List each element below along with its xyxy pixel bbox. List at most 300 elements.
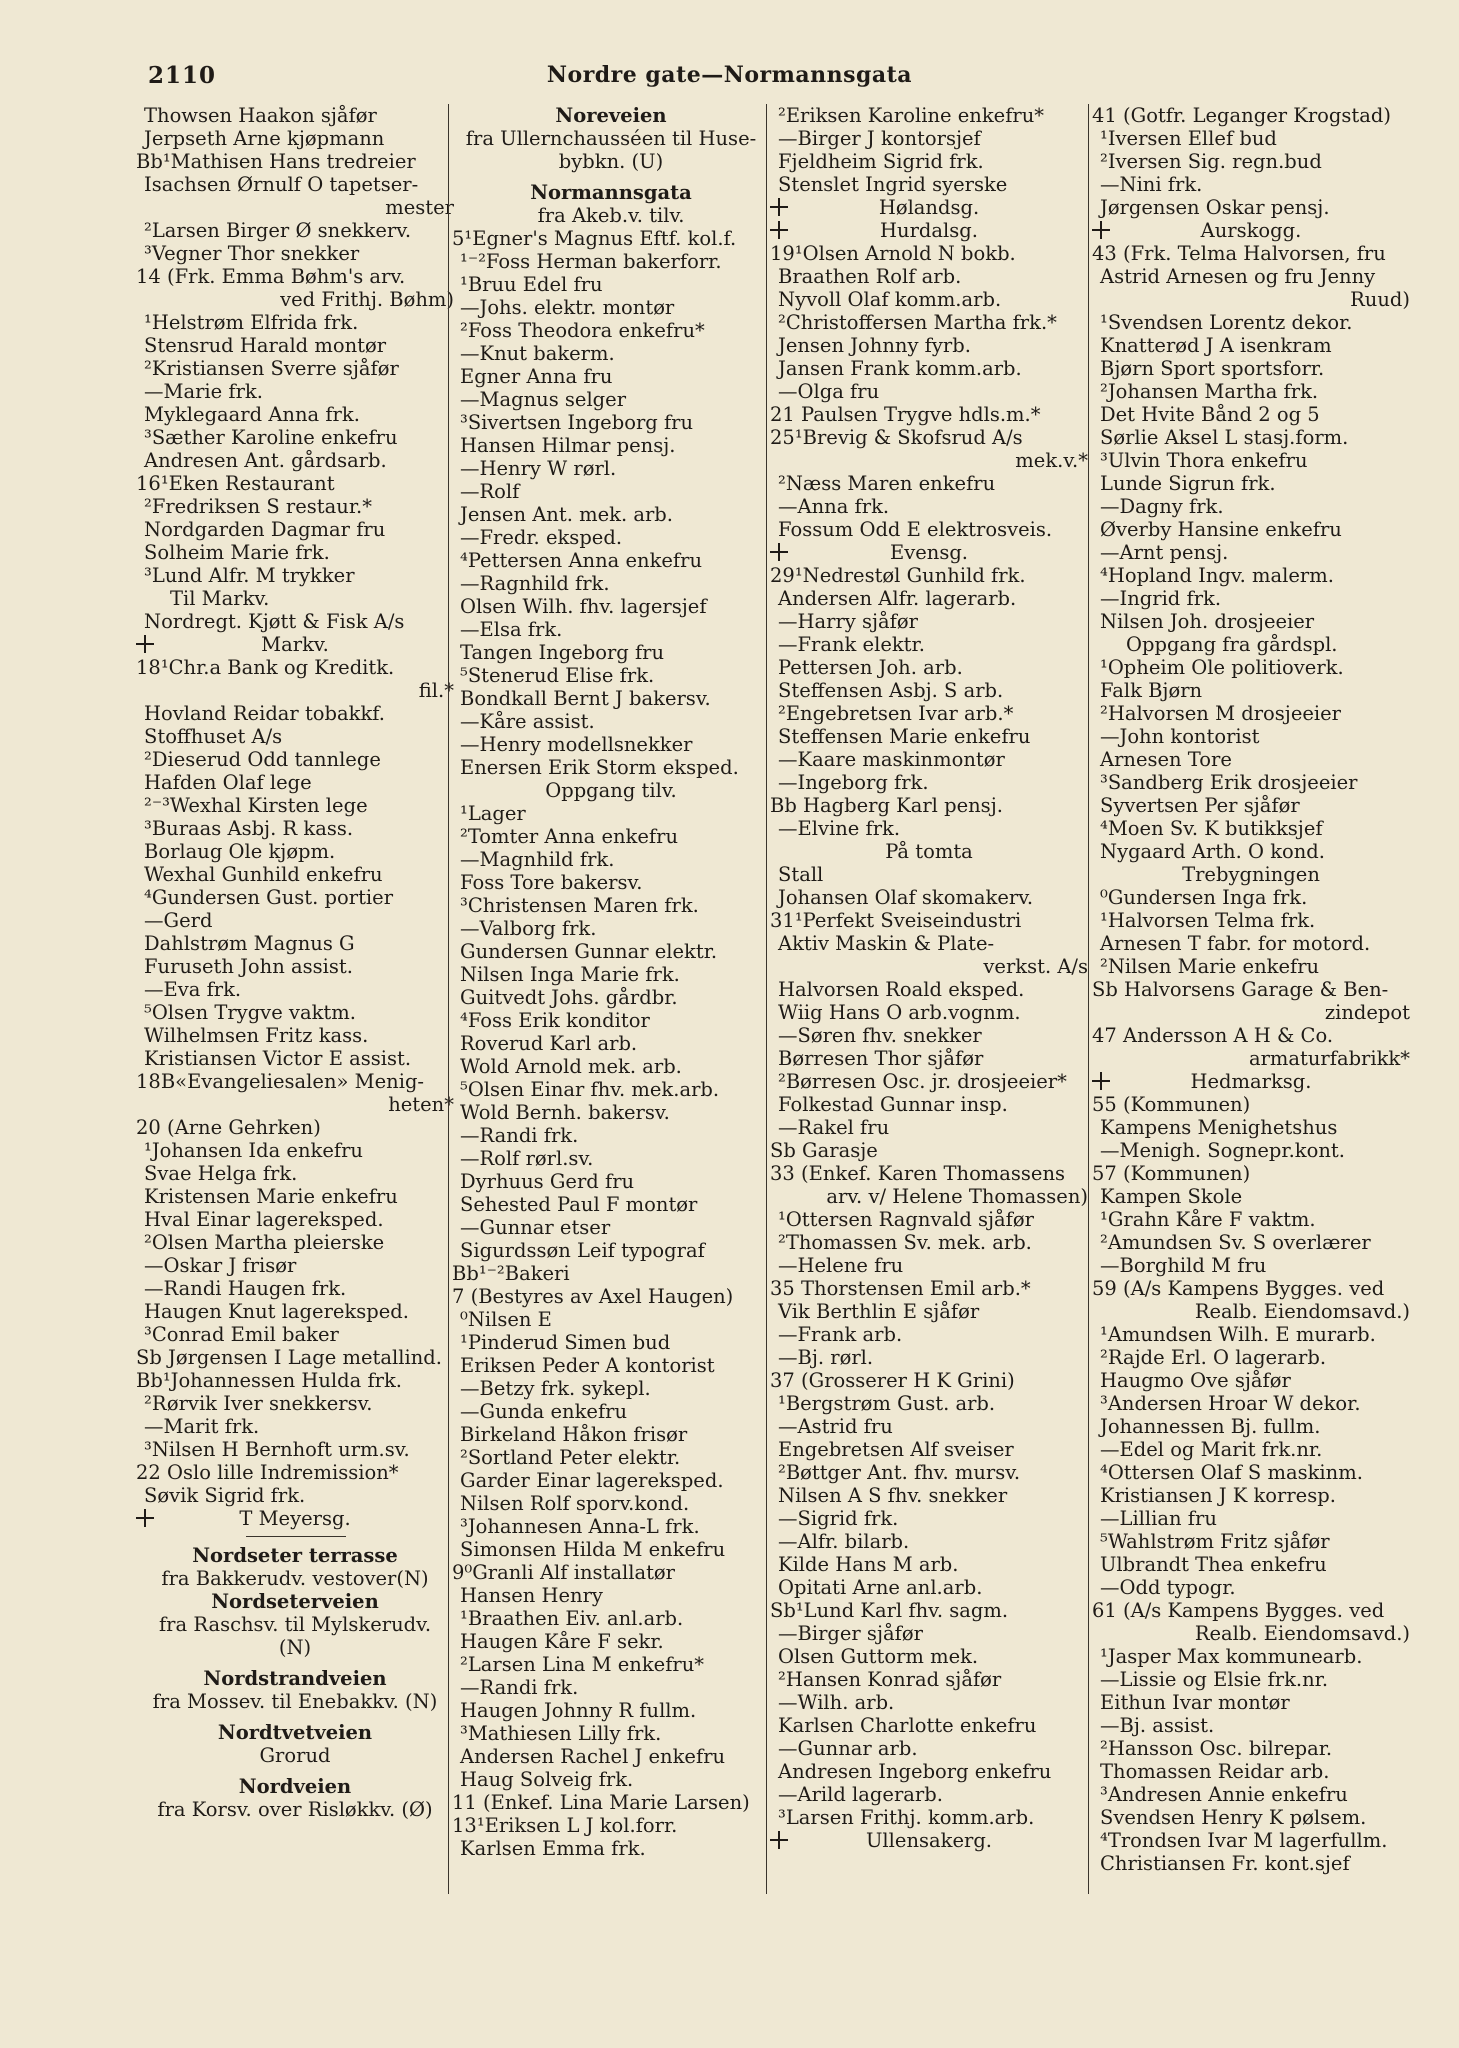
line-text: —Helene fru (778, 1254, 904, 1277)
line-text: 13¹Eriksen L J kol.forr. (452, 1814, 678, 1837)
line-text: Nordtvetveien (217, 1721, 373, 1744)
line-text: ¹Amundsen Wilh. E murarb. (1100, 1323, 1376, 1346)
line-text: Nilsen Joh. drosjeeier (1100, 610, 1315, 633)
directory-line (452, 1377, 770, 1400)
directory-line (1092, 771, 1410, 794)
directory-line (770, 1691, 1088, 1714)
directory-line (770, 1507, 1088, 1530)
line-text: Karlsen Charlotte enkefru (778, 1714, 1037, 1737)
directory-line (136, 1300, 454, 1323)
line-text: Halvorsen Roald eksped. (778, 978, 1025, 1001)
line-text: ¹Helstrøm Elfrida frk. (144, 311, 359, 334)
line-text: ²Fredriksen S restaur.* (144, 495, 372, 518)
directory-line (452, 618, 770, 641)
directory-line (1092, 150, 1410, 173)
line-text: Sb Garasje (770, 1139, 878, 1162)
directory-line (770, 702, 1088, 725)
directory-line (136, 886, 454, 909)
line-text: 25¹Brevig & Skofsrud A/s (770, 426, 1023, 449)
directory-line (136, 587, 454, 610)
line-text: ³Sivertsen Ingeborg fru (460, 411, 694, 434)
line-text: —Anna frk. (778, 495, 890, 518)
line-text: 9⁰Granli Alf installatør (452, 1561, 675, 1584)
directory-line (1092, 541, 1410, 564)
line-text: Nordseter terrasse (192, 1544, 398, 1567)
directory-line (136, 219, 454, 242)
directory-line (136, 1001, 454, 1024)
directory-line (1092, 1001, 1410, 1024)
line-text: ²Christoffersen Martha frk.* (778, 311, 1057, 334)
line-text: Thomassen Reidar arb. (1100, 1760, 1330, 1783)
line-text: Bb Hagberg Karl pensj. (770, 794, 1003, 817)
directory-line (136, 1024, 454, 1047)
line-text: fra Bakkerudv. vestover(N) (161, 1567, 429, 1590)
directory-line (136, 1392, 454, 1415)
column-3 (770, 104, 1088, 1904)
directory-line (770, 1714, 1088, 1737)
directory-line (136, 1798, 454, 1821)
directory-line (452, 1837, 770, 1860)
line-text: På tomta (885, 840, 973, 863)
directory-line (452, 963, 770, 986)
line-text: mek.v.* (1015, 449, 1088, 472)
line-text: Solheim Marie frk. (144, 541, 330, 564)
directory-line (452, 1170, 770, 1193)
line-text: Fjeldheim Sigrid frk. (778, 150, 984, 173)
directory-line (136, 1116, 454, 1139)
directory-line (452, 710, 770, 733)
directory-line (452, 779, 770, 802)
line-text: 20 (Arne Gehrken) (136, 1116, 321, 1139)
line-text: ²Larsen Lina M enkefru* (460, 1653, 705, 1676)
line-text: ²Iversen Sig. regn.bud (1100, 150, 1322, 173)
line-text: Nyvoll Olaf komm.arb. (778, 288, 1002, 311)
directory-line (770, 1599, 1088, 1622)
directory-line (1092, 357, 1410, 380)
directory-line (1092, 863, 1410, 886)
line-text: Wiig Hans O arb.vognm. (778, 1001, 1021, 1024)
line-text: Astrid Arnesen og fru Jenny (1100, 265, 1376, 288)
line-text: —Rakel fru (778, 1116, 890, 1139)
line-text: ¹Bergstrøm Gust. arb. (778, 1392, 996, 1415)
line-text: —Gunnar arb. (778, 1737, 918, 1760)
street-heading (452, 104, 770, 127)
line-text: Falk Bjørn (1100, 679, 1203, 702)
directory-line (452, 1515, 770, 1538)
directory-line (136, 840, 454, 863)
directory-line (136, 1093, 454, 1116)
line-text: heten* (388, 1093, 454, 1116)
directory-line (452, 1584, 770, 1607)
line-text: 33 (Enkef. Karen Thomassens (770, 1162, 1066, 1185)
column-1 (136, 104, 454, 1904)
line-text: —Randi Haugen frk. (144, 1277, 347, 1300)
line-text: ⁴Gundersen Gust. portier (144, 886, 394, 909)
directory-line (136, 863, 454, 886)
cross-street (136, 1507, 454, 1530)
directory-line (770, 748, 1088, 771)
directory-line (452, 526, 770, 549)
line-text: Johannessen Bj. fullm. (1100, 1415, 1321, 1438)
street-heading (136, 1775, 454, 1798)
line-text: ³Conrad Emil baker (144, 1323, 339, 1346)
directory-line (1092, 1783, 1410, 1806)
directory-line (136, 794, 454, 817)
line-text: Nilsen Inga Marie frk. (460, 963, 680, 986)
line-text: Nygaard Arth. O kond. (1100, 840, 1325, 863)
directory-line (770, 1645, 1088, 1668)
directory-line (770, 610, 1088, 633)
directory-line (770, 1231, 1088, 1254)
line-text: 19¹Olsen Arnold N bokb. (770, 242, 1016, 265)
directory-line (770, 794, 1088, 817)
line-text: Borlaug Ole kjøpm. (144, 840, 336, 863)
directory-line (136, 403, 454, 426)
line-text: Kristiansen Victor E assist. (144, 1047, 412, 1070)
line-text: ²Børresen Osc. jr. drosjeeier* (778, 1070, 1067, 1093)
directory-line (1092, 610, 1410, 633)
line-text: Arnesen T fabr. for motord. (1100, 932, 1371, 955)
line-text: Bb¹Mathisen Hans tredreier (136, 150, 416, 173)
line-text: 29¹Nedrestøl Gunhild frk. (770, 564, 1026, 587)
directory-line (1092, 886, 1410, 909)
line-text: Gundersen Gunnar elektr. (460, 940, 718, 963)
directory-line (452, 342, 770, 365)
directory-line (452, 1239, 770, 1262)
line-text: 11 (Enkef. Lina Marie Larsen) (452, 1791, 750, 1814)
line-text: —Birger J kontorsjef (778, 127, 981, 150)
line-text: Syvertsen Per sjåfør (1100, 794, 1300, 817)
line-text: Opitati Arne anl.arb. (778, 1576, 983, 1599)
line-text: ⁴Foss Erik konditor (460, 1009, 650, 1032)
directory-line (136, 173, 454, 196)
line-text: Sigurdssøn Leif typograf (460, 1239, 705, 1262)
directory-line (770, 1369, 1088, 1392)
line-text: ¹Grahn Kåre F vaktm. (1100, 1208, 1316, 1231)
directory-line (770, 1438, 1088, 1461)
directory-line (770, 1622, 1088, 1645)
directory-line (452, 1009, 770, 1032)
directory-line (770, 840, 1088, 863)
line-text: —Knut bakerm. (460, 342, 615, 365)
line-text: —Randi frk. (460, 1676, 579, 1699)
line-text: Christiansen Fr. kont.sjef (1100, 1852, 1350, 1875)
line-text: ²Olsen Martha pleierske (144, 1231, 385, 1254)
directory-line (1092, 1760, 1410, 1783)
directory-line (1092, 1622, 1410, 1645)
directory-line (452, 1147, 770, 1170)
directory-line (452, 986, 770, 1009)
line-text: ²Nilsen Marie enkefru (1100, 955, 1320, 978)
directory-line (136, 1613, 454, 1636)
line-text: Nilsen A S fhv. snekker (778, 1484, 1008, 1507)
directory-line (136, 426, 454, 449)
directory-line (452, 871, 770, 894)
line-text: ¹Johansen Ida enkefru (144, 1139, 363, 1162)
line-text: Til Markv. (170, 587, 270, 610)
directory-line (136, 472, 454, 495)
cross-street-icon (136, 635, 154, 653)
directory-line (452, 434, 770, 457)
directory-line (1092, 955, 1410, 978)
directory-line (1092, 1116, 1410, 1139)
directory-line (136, 564, 454, 587)
line-text: Kampens Menighetshus (1100, 1116, 1338, 1139)
line-text: —Wilh. arb. (778, 1691, 895, 1714)
line-text: fil.* (418, 679, 454, 702)
line-text: Haugmo Ove sjåfør (1100, 1369, 1291, 1392)
directory-line (136, 449, 454, 472)
line-text: Furuseth John assist. (144, 955, 353, 978)
directory-line (452, 1331, 770, 1354)
line-text: zindepot (1324, 1001, 1410, 1024)
directory-line (136, 104, 454, 127)
directory-line (1092, 449, 1410, 472)
line-text: 22 Oslo lille Indremission* (136, 1461, 399, 1484)
line-text: Svendsen Henry K pølsem. (1100, 1806, 1367, 1829)
line-text: Nordseterveien (211, 1590, 379, 1613)
directory-line (1092, 1047, 1410, 1070)
line-text: ⁵Olsen Trygve vaktm. (144, 1001, 356, 1024)
directory-line (136, 978, 454, 1001)
line-text: Guitvedt Johs. gårdbr. (460, 986, 678, 1009)
directory-line (1092, 495, 1410, 518)
directory-line (770, 104, 1088, 127)
line-text: 37 (Grosserer H K Grini) (770, 1369, 1015, 1392)
page-header (0, 58, 1459, 98)
line-text: ¹Opheim Ole politioverk. (1100, 656, 1344, 679)
directory-line (770, 1484, 1088, 1507)
line-text: verkst. A/s (983, 955, 1088, 978)
directory-line (1092, 173, 1410, 196)
directory-line (136, 242, 454, 265)
column-rule (1088, 104, 1089, 1894)
line-text: —Dagny frk. (1100, 495, 1224, 518)
line-text: 21 Paulsen Trygve hdls.m.* (770, 403, 1041, 426)
line-text: —John kontorist (1100, 725, 1260, 748)
directory-line (1092, 1645, 1410, 1668)
line-text: ²⁻³Wexhal Kirsten lege (144, 794, 368, 817)
line-text: fra Raschsv. til Mylskerudv. (158, 1613, 432, 1636)
directory-line (136, 725, 454, 748)
directory-line (770, 265, 1088, 288)
directory-line (1092, 840, 1410, 863)
directory-line (452, 1722, 770, 1745)
line-text: Stoffhuset A/s (144, 725, 283, 748)
line-text: ¹⁻²Foss Herman bakerforr. (460, 250, 722, 273)
directory-line (452, 1745, 770, 1768)
line-text: —Betzy frk. sykepl. (460, 1377, 651, 1400)
line-text: ²Amundsen Sv. S overlærer (1100, 1231, 1371, 1254)
street-heading (136, 1667, 454, 1690)
cross-street (770, 541, 1088, 564)
directory-line (452, 1216, 770, 1239)
directory-line (770, 1208, 1088, 1231)
line-text: —Bj. assist. (1100, 1714, 1215, 1737)
line-text: Arnesen Tore (1100, 748, 1232, 771)
directory-line (452, 1538, 770, 1561)
directory-line (1092, 1415, 1410, 1438)
line-text: Haugen Kåre F sekr. (460, 1630, 664, 1653)
line-text: Fossum Odd E elektrosveis. (778, 518, 1053, 541)
directory-line (1092, 702, 1410, 725)
directory-line (452, 1124, 770, 1147)
directory-line (452, 1423, 770, 1446)
directory-line (136, 702, 454, 725)
line-text: —Odd typogr. (1100, 1576, 1236, 1599)
directory-line (136, 196, 454, 219)
line-text: Stenslet Ingrid syerske (778, 173, 1008, 196)
line-text: Nordstrandveien (203, 1667, 387, 1690)
blank-line (136, 1767, 454, 1775)
line-text: Folkestad Gunnar insp. (778, 1093, 1008, 1116)
directory-line (1092, 1737, 1410, 1760)
directory-line (1092, 1806, 1410, 1829)
cross-street-icon (1092, 1072, 1110, 1090)
directory-line (1092, 564, 1410, 587)
directory-line (1092, 1369, 1410, 1392)
line-text: Myklegaard Anna frk. (144, 403, 360, 426)
directory-line (452, 1032, 770, 1055)
line-text: ²Næss Maren enkefru (778, 472, 996, 495)
directory-line (136, 1208, 454, 1231)
line-text: ⁵Stenerud Elise frk. (460, 664, 655, 687)
line-text: —Valborg frk. (460, 917, 597, 940)
line-text: Wexhal Gunhild enkefru (144, 863, 383, 886)
directory-line (1092, 1438, 1410, 1461)
directory-line (1092, 518, 1410, 541)
line-text: Bondkall Bernt J bakersv. (460, 687, 711, 710)
line-text: fra Mossev. til Enebakkv. (N) (152, 1690, 438, 1713)
directory-line (770, 518, 1088, 541)
line-text: Wold Arnold mek. arb. (460, 1055, 682, 1078)
street-heading (452, 181, 770, 204)
line-text: Simonsen Hilda M enkefru (460, 1538, 726, 1561)
line-text: mester (385, 196, 454, 219)
line-text: Kilde Hans M arb. (778, 1553, 959, 1576)
line-text: Realb. Eiendomsavd.) (1194, 1300, 1410, 1323)
line-text: ⁴Pettersen Anna enkefru (460, 549, 703, 572)
directory-line (770, 955, 1088, 978)
line-text: Jørgensen Oskar pensj. (1100, 196, 1330, 219)
line-text: ³Larsen Frithj. komm.arb. (778, 1806, 1035, 1829)
directory-line (1092, 1576, 1410, 1599)
directory-line (1092, 127, 1410, 150)
directory-line (770, 1001, 1088, 1024)
line-text: ⁰Nilsen E (460, 1308, 552, 1331)
line-text: ⁰Gundersen Inga frk. (1100, 886, 1308, 909)
line-text: Eriksen Peder A kontorist (460, 1354, 715, 1377)
line-text: —Eva frk. (144, 978, 242, 1001)
directory-line (1092, 656, 1410, 679)
directory-line (452, 365, 770, 388)
line-text: ³Mathiesen Lilly frk. (460, 1722, 662, 1745)
directory-line (452, 664, 770, 687)
directory-line (770, 1093, 1088, 1116)
directory-line (770, 127, 1088, 150)
line-text: Svae Helga frk. (144, 1162, 298, 1185)
directory-line (1092, 1139, 1410, 1162)
line-text: —Kåre assist. (460, 710, 595, 733)
directory-line (1092, 1484, 1410, 1507)
directory-line (452, 1446, 770, 1469)
line-text: ³Andersen Hroar W dekor. (1100, 1392, 1361, 1415)
directory-line (136, 771, 454, 794)
directory-line (770, 587, 1088, 610)
directory-line (452, 917, 770, 940)
directory-line (452, 733, 770, 756)
line-text: 59 (A/s Kampens Bygges. ved (1092, 1277, 1385, 1300)
directory-line (452, 319, 770, 342)
line-text: 7 (Bestyres av Axel Haugen) (452, 1285, 734, 1308)
directory-line (136, 1047, 454, 1070)
directory-line (1092, 1392, 1410, 1415)
line-text: ²Hansson Osc. bilrepar. (1100, 1737, 1333, 1760)
directory-line (136, 357, 454, 380)
line-text: Haugen Knut lagereksped. (144, 1300, 409, 1323)
line-text: ²Eriksen Karoline enkefru* (778, 104, 1045, 127)
line-text: Oppgang fra gårdspl. (1126, 633, 1338, 656)
line-text: Bb¹⁻²Bakeri (452, 1262, 570, 1285)
blank-line (136, 1713, 454, 1721)
directory-line (452, 1354, 770, 1377)
line-text: ⁵Olsen Einar fhv. mek.arb. (460, 1078, 720, 1101)
directory-line (770, 1116, 1088, 1139)
line-text: Ruud) (1350, 288, 1410, 311)
directory-line (1092, 403, 1410, 426)
line-text: —Magnhild frk. (460, 848, 615, 871)
directory-line (770, 1576, 1088, 1599)
line-text: ²Engebretsen Ivar arb.* (778, 702, 1014, 725)
directory-line (136, 909, 454, 932)
directory-line (136, 1484, 454, 1507)
directory-line (1092, 679, 1410, 702)
directory-line (136, 1139, 454, 1162)
line-text: ved Frithj. Bøhm) (280, 288, 454, 311)
line-text: —Magnus selger (460, 388, 627, 411)
line-text: —Søren fhv. snekker (778, 1024, 982, 1047)
line-text: Trebygningen (1182, 863, 1320, 886)
directory-line (1092, 334, 1410, 357)
line-text: Ulbrandt Thea enkefru (1100, 1553, 1327, 1576)
cross-street-icon (770, 198, 788, 216)
directory-line (136, 518, 454, 541)
directory-line (1092, 1323, 1410, 1346)
line-text: Andersen Alfr. lagerarb. (778, 587, 1017, 610)
directory-line (1092, 1461, 1410, 1484)
street-heading (136, 1544, 454, 1567)
line-text: —Ragnhild frk. (460, 572, 610, 595)
directory-line (452, 411, 770, 434)
line-text: Hafden Olaf lege (144, 771, 312, 794)
directory-line (1092, 1346, 1410, 1369)
cross-street (1092, 1070, 1410, 1093)
line-text: Braathen Rolf arb. (778, 265, 962, 288)
line-text: Olsen Guttorm mek. (778, 1645, 979, 1668)
line-text: ¹Bruu Edel fru (460, 273, 603, 296)
line-text: Thowsen Haakon sjåfør (144, 104, 377, 127)
directory-line (1092, 1829, 1410, 1852)
directory-line (770, 380, 1088, 403)
line-text: Dahlstrøm Magnus G (144, 932, 355, 955)
directory-line (452, 1285, 770, 1308)
line-text: Hedmarksg. (1190, 1070, 1312, 1093)
line-text: Kristensen Marie enkefru (144, 1185, 398, 1208)
directory-line (452, 1791, 770, 1814)
directory-line (1092, 1162, 1410, 1185)
line-text: Olsen Wilh. fhv. lagersjef (460, 595, 707, 618)
line-text: Enersen Erik Storm eksped. (460, 756, 739, 779)
